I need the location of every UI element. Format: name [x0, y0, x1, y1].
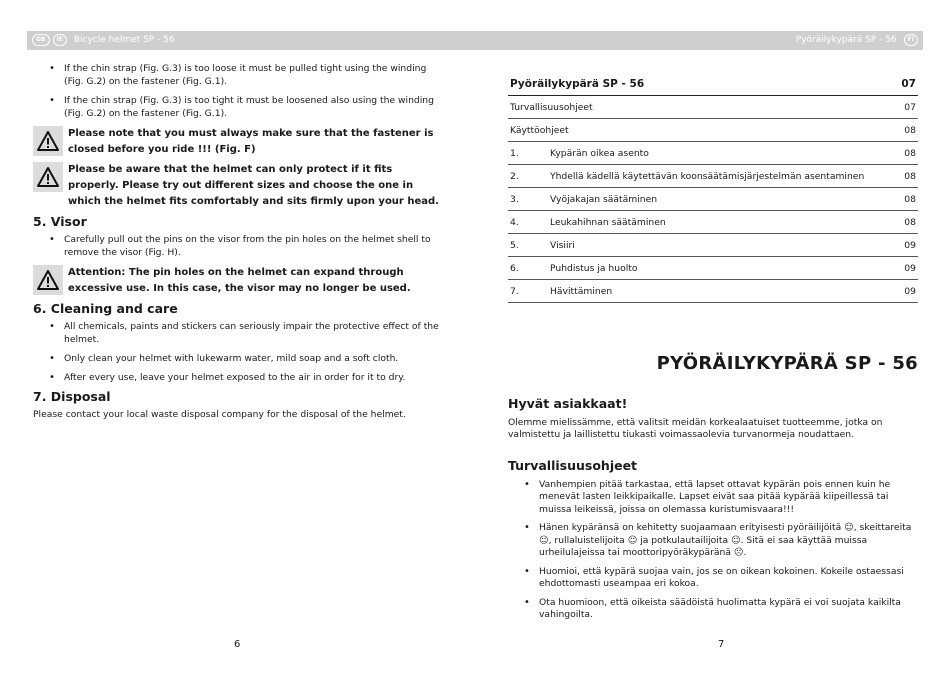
- toc-page: 09: [884, 234, 918, 257]
- toc-page: 08: [884, 165, 918, 188]
- toc-num: 2.: [508, 165, 548, 188]
- disposal-text: Please contact your local waste disposal company for the disposal of the helmet.: [33, 409, 406, 420]
- warning-text: Please note that you must always make sure that the fastener is closed before you ride !!! (Fig. F): [68, 128, 434, 155]
- toc-num: 6.: [508, 257, 548, 280]
- header-right: [792, 34, 918, 46]
- header-right-title: Pyöräilykypärä SP - 56: [795, 35, 897, 45]
- header-left-title: Bicycle helmet SP - 56: [73, 35, 175, 45]
- list-item: • Carefully pull out the pins on the visor from the pin holes on the helmet shell to remove the visor (Fig. H).: [33, 233, 439, 259]
- toc-title: Kypärän oikea asento: [548, 142, 884, 165]
- toc-page: 08: [884, 119, 918, 142]
- list-item: • Huomioi, että kypärä suojaa vain, jos se on oikean kokoinen. Kokeile ostaessasi ehdottomasti useampaa eri kokoa.: [508, 566, 918, 591]
- intro-bullets: [33, 62, 439, 120]
- table-row: [508, 211, 918, 234]
- table-row: [508, 280, 918, 303]
- list-item: • Hänen kypäränsä on kehitetty suojaamaan erityisesti pyöräilijöitä ☺, skeittareita ☺, rullaluistelijoita ☺ ja potkulautailijoita ☺. Sitä ei saa käyttää muissa urheilulajeissa tai moottoripyöräkypäränä ☹.: [508, 522, 918, 560]
- greeting-section: [508, 398, 918, 442]
- warning-pin-holes: [33, 265, 439, 297]
- toc-head-row: [508, 78, 918, 96]
- toc-head-page: 07: [884, 78, 918, 96]
- warning-text: Please be aware that the helmet can only protect if it fits properly. Please try out different sizes and choose the one in which the helmet fits comfortably and sits firmly upon your head.: [68, 164, 439, 207]
- list-item: • Ota huomioon, että oikeista säädöistä huolimatta kypärä ei voi suojata kaikilta vahingoilta.: [508, 597, 918, 622]
- toc-num: 3.: [508, 188, 548, 211]
- toc-title: Turvallisuusohjeet: [508, 96, 884, 119]
- table-row: [508, 119, 918, 142]
- greeting-text: Olemme mielissämme, että valitsit meidän korkealaatuiset tuotteemme, jotka on valmistettu ja laillistettu tiukasti voimassaolevia turvanormeja noudattaen.: [508, 416, 883, 440]
- toc-page: 08: [884, 142, 918, 165]
- table-of-contents: [508, 78, 918, 303]
- toc-title: Puhdistus ja huolto: [548, 257, 884, 280]
- page-number-right: 7: [718, 639, 725, 650]
- cleaning-heading: 6. Cleaning and care: [33, 301, 178, 316]
- toc-page: 07: [884, 96, 918, 119]
- list-item: • If the chin strap (Fig. G.3) is too tight it must be loosened also using the winding (Fig. G.2) on the fastener (Fig. G.1).: [33, 94, 439, 120]
- language-badge-ie: IE: [53, 34, 67, 46]
- list-item: • Vanhempien pitää tarkastaa, että lapset ottavat kypärän pois ennen kuin he menevät lasten leikkipaikalle. Lapset eivät saa pitää kypärää kiipeillessä tai muissa leikeissä, joissa on olemassa kuristumisvaara!!!: [508, 479, 918, 517]
- table-row: [508, 165, 918, 188]
- toc-title: Vyöjakajan säätäminen: [548, 188, 884, 211]
- toc-page: 09: [884, 257, 918, 280]
- list-item: • After every use, leave your helmet exposed to the air in order for it to dry.: [33, 371, 439, 384]
- page-number-left: 6: [234, 639, 241, 650]
- language-badge-gb: GB: [32, 34, 50, 46]
- warning-icon: [33, 265, 63, 295]
- toc-title: Visiiri: [548, 234, 884, 257]
- safety-heading: Turvallisuusohjeet: [508, 458, 638, 473]
- toc-num: 4.: [508, 211, 548, 234]
- warning-fastener: [33, 126, 439, 158]
- right-page-toc: [508, 78, 918, 303]
- language-badge-fi: FI: [904, 34, 918, 46]
- warning-text: Attention: The pin holes on the helmet can expand through excessive use. In this case, the visor may no longer be used.: [68, 267, 411, 294]
- table-row: [508, 257, 918, 280]
- greeting-heading: Hyvät asiakkaat!: [508, 396, 628, 411]
- list-item: • Only clean your helmet with lukewarm water, mild soap and a soft cloth.: [33, 352, 439, 365]
- toc-num: 7.: [508, 280, 548, 303]
- warning-icon: [33, 162, 63, 192]
- header-left: [32, 34, 179, 46]
- toc-page: 08: [884, 211, 918, 234]
- toc-title: Leukahihnan säätäminen: [548, 211, 884, 234]
- safety-bullets: [508, 479, 918, 622]
- warning-fit: [33, 162, 439, 210]
- toc-num: 5.: [508, 234, 548, 257]
- visor-bullets: [33, 233, 439, 259]
- disposal-heading: 7. Disposal: [33, 389, 111, 404]
- safety-section: [508, 460, 918, 628]
- header-bar: [27, 31, 923, 50]
- list-item: • If the chin strap (Fig. G.3) is too loose it must be pulled tight using the winding (Fig. G.2) on the fastener (Fig. G.1).: [33, 62, 439, 88]
- product-title: PYÖRÄILYKYPÄRÄ SP - 56: [656, 353, 918, 374]
- cleaning-bullets: [33, 320, 439, 384]
- visor-heading: 5. Visor: [33, 214, 87, 229]
- list-item: • All chemicals, paints and stickers can seriously impair the protective effect of the helmet.: [33, 320, 439, 346]
- table-row: [508, 234, 918, 257]
- toc-head-title: Pyöräilykypärä SP - 56: [508, 78, 884, 96]
- toc-num: 1.: [508, 142, 548, 165]
- toc-title: Hävittäminen: [548, 280, 884, 303]
- table-row: [508, 96, 918, 119]
- left-page: [33, 62, 439, 421]
- toc-title: Käyttöohjeet: [508, 119, 884, 142]
- table-row: [508, 188, 918, 211]
- warning-icon: [33, 126, 63, 156]
- toc-page: 08: [884, 188, 918, 211]
- toc-title: Yhdellä kädellä käytettävän koonsäätämisjärjestelmän asentaminen: [548, 165, 884, 188]
- toc-page: 09: [884, 280, 918, 303]
- table-row: [508, 142, 918, 165]
